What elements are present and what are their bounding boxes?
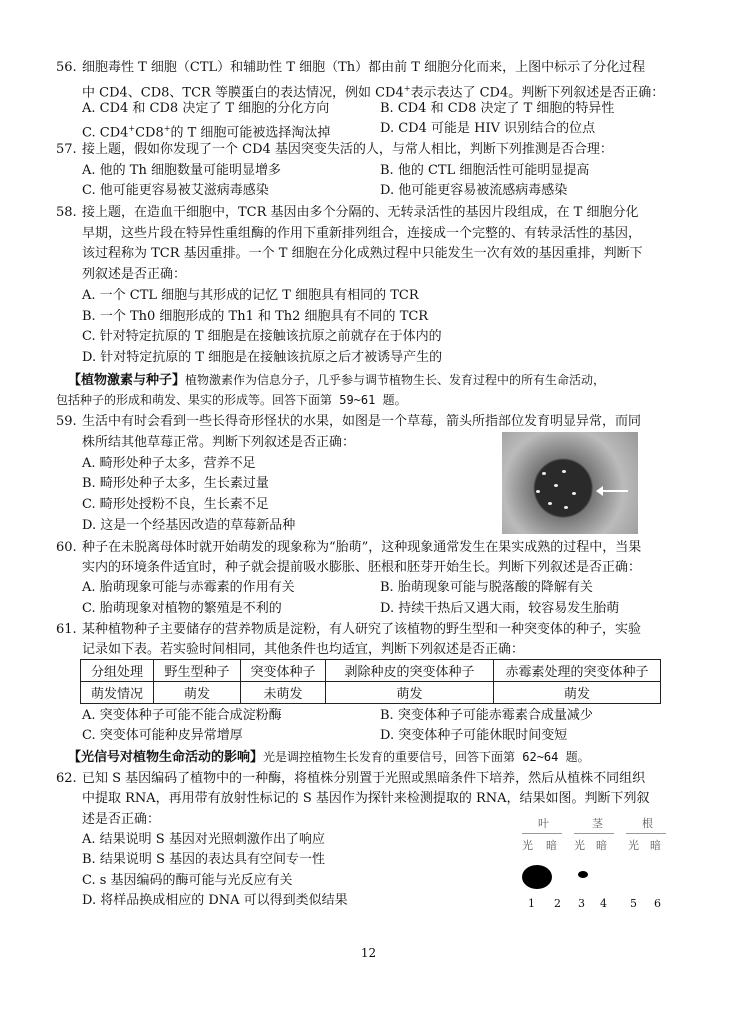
q57-option-d: D. 他可能更容易被流感病毒感染 bbox=[380, 183, 568, 198]
lane-number: 2 bbox=[554, 897, 561, 910]
q58-stem-line4: 列叙述是否正确： bbox=[82, 267, 187, 282]
q62-stem-line3: 述是否正确： bbox=[82, 812, 161, 827]
q58-stem-line3: 该过程称为 TCR 基因重排。一个 T 细胞在分化成熟过程中只能发生一次有效的基因重排，判断下 bbox=[82, 246, 643, 261]
condition-label: 暗 bbox=[546, 839, 557, 852]
table-cell: 萌发 bbox=[154, 682, 241, 704]
q62-option-b: B. 结果说明 S 基因的表达具有空间专一性 bbox=[82, 852, 325, 867]
q62-option-c: C. s 基因编码的酶可能与光反应有关 bbox=[82, 873, 293, 888]
q57-option-c: C. 他可能更容易被艾滋病毒感染 bbox=[82, 183, 269, 198]
question-number: 58. bbox=[56, 205, 77, 220]
q61-option-d: D. 突变体种子可能休眠时间变短 bbox=[380, 728, 568, 743]
q60-stem-line1 bbox=[56, 538, 641, 558]
blot-spot-lane3 bbox=[578, 871, 588, 878]
condition-label: 暗 bbox=[650, 839, 661, 852]
q57-stem bbox=[56, 140, 613, 160]
table-cell: 萌发 bbox=[494, 682, 661, 704]
table-header-cell: 野生型种子 bbox=[154, 660, 241, 682]
q56-option-d: D. CD4 可能是 HIV 识别结合的位点 bbox=[380, 121, 596, 136]
q61-stem-line1 bbox=[56, 620, 641, 640]
lane-number: 5 bbox=[630, 897, 637, 910]
condition-label: 光 bbox=[522, 839, 533, 852]
table-row bbox=[81, 682, 661, 704]
lane-number: 6 bbox=[654, 897, 661, 910]
q58-option-a: A. 一个 CTL 细胞与其形成的记忆 T 细胞具有相同的 TCR bbox=[82, 288, 419, 303]
table-header-row bbox=[81, 660, 661, 682]
q58-option-c: C. 针对特定抗原的 T 细胞是在接触该抗原之前就存在于体内的 bbox=[82, 329, 442, 344]
rna-blot-figure bbox=[516, 815, 668, 915]
section-plant-hormone-line1 bbox=[68, 370, 605, 391]
strawberry-photo bbox=[502, 432, 638, 534]
q56-option-b: B. CD4 和 CD8 决定了 T 细胞的特异性 bbox=[380, 101, 615, 116]
q62-option-d: D. 将样品换成相应的 DNA 可以得到类似结果 bbox=[82, 893, 348, 908]
superscript: + bbox=[403, 84, 411, 93]
lane-number: 4 bbox=[600, 897, 607, 910]
option-text: 的 T 细胞可能被选择淘汰掉 bbox=[170, 125, 331, 141]
q60-option-d: D. 持续干热后又遇大雨，较容易发生胎萌 bbox=[380, 601, 620, 616]
superscript: + bbox=[128, 124, 136, 133]
section-intro: 植物激素作为信息分子，几乎参与调节植物生长、发育过程中的所有生命活动， bbox=[185, 373, 606, 387]
table-header-cell: 剥除种皮的突变体种子 bbox=[326, 660, 494, 682]
q56-stem-line1 bbox=[56, 58, 645, 78]
table-cell: 萌发 bbox=[326, 682, 494, 704]
section-intro: 光是调控植物生长发育的重要信号，回答下面第 62~64 题。 bbox=[263, 750, 590, 764]
table-header-cell: 分组处理 bbox=[81, 660, 154, 682]
germination-table bbox=[80, 659, 661, 704]
q59-stem-line1 bbox=[56, 412, 641, 432]
arrow-icon bbox=[602, 490, 628, 492]
table-cell: 未萌发 bbox=[241, 682, 326, 704]
q59-option-c: C. 畸形处授粉不良，生长素不足 bbox=[82, 497, 269, 512]
stem-text: 表示表达了 CD4。判断下列叙述是否正确： bbox=[410, 85, 665, 101]
stem-text: 某种植物种子主要储存的营养物质是淀粉，有人研究了该植物的野生型和一种突变体的种子，实验 bbox=[82, 622, 642, 637]
q58-stem-line2: 早期，这些片段在特异性重组酶的作用下重新排列组合，连接成一个完整的、有转录活性的基因， bbox=[82, 226, 642, 241]
option-text: CD8 bbox=[135, 125, 164, 141]
q58-option-b: B. 一个 Th0 细胞形成的 Th1 和 Th2 细胞具有不同的 TCR bbox=[82, 309, 429, 324]
stem-text: 生活中有时会看到一些长得奇形怪状的水果，如图是一个草莓，箭头所指部位发育明显异常，而同 bbox=[82, 414, 642, 429]
condition-label: 光 bbox=[574, 839, 585, 852]
tissue-label: 茎 bbox=[592, 817, 603, 830]
q59-stem-line2: 株所结其他草莓正常。判断下列叙述是否正确： bbox=[82, 435, 356, 450]
stem-text: 已知 S 基因编码了植物中的一种酶，将植株分别置于光照或黑暗条件下培养，然后从植株不同组织 bbox=[82, 771, 646, 786]
stem-text: 细胞毒性 T 细胞（CTL）和辅助性 T 细胞（Th）都由前 T 细胞分化而来，上图中标示了分化过程 bbox=[82, 60, 646, 75]
q58-stem-line1 bbox=[56, 203, 638, 223]
question-number: 62. bbox=[56, 771, 77, 786]
superscript: + bbox=[163, 124, 171, 133]
q58-option-d: D. 针对特定抗原的 T 细胞是在接触该抗原之后才被诱导产生的 bbox=[82, 350, 443, 365]
section-heading: 【光信号对植物生命活动的影响】 bbox=[68, 750, 264, 765]
q59-option-a: A. 畸形处种子太多，营养不足 bbox=[82, 456, 256, 471]
table-cell: 萌发情况 bbox=[81, 682, 154, 704]
q57-option-a: A. 他的 Th 细胞数量可能明显增多 bbox=[82, 163, 281, 178]
q57-option-b: B. 他的 CTL 细胞活性可能明显提高 bbox=[380, 163, 590, 178]
option-text: C. CD4 bbox=[82, 125, 129, 141]
q62-option-a: A. 结果说明 S 基因对光照刺激作出了响应 bbox=[82, 832, 325, 847]
page-number: 12 bbox=[360, 946, 377, 960]
q61-option-b: B. 突变体种子可能赤霉素合成量减少 bbox=[380, 708, 593, 723]
section-plant-hormone-line2: 包括种子的形成和萌发、果实的形成等。回答下面第 59~61 题。 bbox=[56, 393, 407, 407]
stem-text: 中 CD4、CD8、TCR 等膜蛋白的表达情况，例如 CD4 bbox=[82, 85, 404, 101]
q61-option-a: A. 突变体种子可能不能合成淀粉酶 bbox=[82, 708, 282, 723]
question-number: 61. bbox=[56, 622, 77, 637]
lane-number: 1 bbox=[528, 897, 535, 910]
q61-option-c: C. 突变体可能种皮异常增厚 bbox=[82, 728, 243, 743]
condition-label: 光 bbox=[628, 839, 639, 852]
condition-label: 暗 bbox=[596, 839, 607, 852]
q62-stem-line1 bbox=[56, 769, 645, 789]
question-number: 60. bbox=[56, 540, 77, 555]
q61-stem-line2: 记录如下表。若实验时间相同，其他条件也均适宜，判断下列叙述是否正确： bbox=[82, 642, 525, 657]
q59-option-b: B. 畸形处种子太多，生长素过量 bbox=[82, 476, 269, 491]
section-heading: 【植物激素与种子】 bbox=[68, 373, 186, 388]
lane-number: 3 bbox=[578, 897, 585, 910]
table-header-cell: 突变体种子 bbox=[241, 660, 326, 682]
q60-option-c: C. 胎萌现象对植物的繁殖是不利的 bbox=[82, 601, 282, 616]
question-number: 59. bbox=[56, 414, 77, 429]
q60-option-b: B. 胎萌现象可能与脱落酸的降解有关 bbox=[380, 580, 593, 595]
section-light-signal bbox=[68, 747, 590, 768]
stem-text: 接上题，在造血干细胞中，TCR 基因由多个分隔的、无转录活性的基因片段组成，在 T 细胞分化 bbox=[82, 205, 639, 220]
blot-spot-lane1 bbox=[522, 865, 552, 889]
q59-option-d: D. 这是一个经基因改造的草莓新品种 bbox=[82, 518, 296, 533]
q60-option-a: A. 胎萌现象可能与赤霉素的作用有关 bbox=[82, 580, 295, 595]
tissue-label: 叶 bbox=[538, 817, 549, 830]
stem-text: 种子在未脱离母体时就开始萌发的现象称为“胎萌”，这种现象通常发生在果实成熟的过程中，当果 bbox=[82, 540, 642, 555]
tissue-label: 根 bbox=[642, 817, 653, 830]
q62-stem-line2: 中提取 RNA，再用带有放射性标记的 S 基因作为探针来检测提取的 RNA，结果如图。判断下列叙 bbox=[82, 791, 650, 806]
q56-option-a: A. CD4 和 CD8 决定了 T 细胞的分化方向 bbox=[82, 101, 330, 116]
question-number: 56. bbox=[56, 60, 77, 75]
question-number: 57. bbox=[56, 142, 77, 157]
table-header-cell: 赤霉素处理的突变体种子 bbox=[494, 660, 661, 682]
q60-stem-line2: 实内的环境条件适宜时，种子就会提前吸水膨胀、胚根和胚芽开始生长。判断下列叙述是否正确： bbox=[82, 560, 642, 575]
stem-text: 接上题，假如你发现了一个 CD4 基因突变失活的人，与常人相比，判断下列推测是否合理： bbox=[82, 142, 613, 157]
